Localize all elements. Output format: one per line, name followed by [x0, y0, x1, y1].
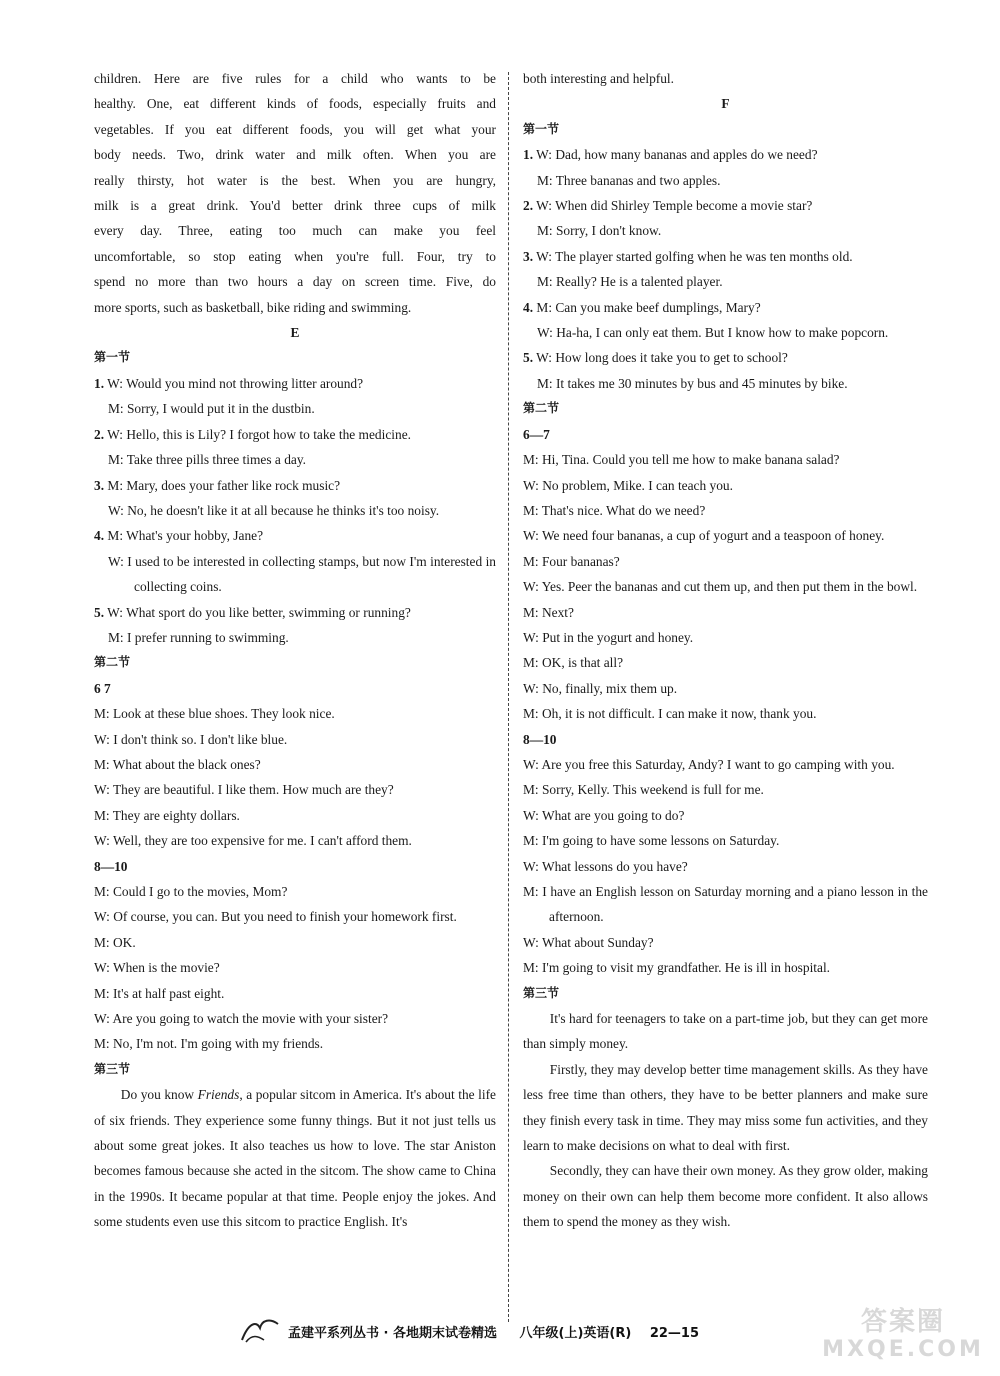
- speaker-line: W: Would you mind not throwing litter around?: [107, 375, 364, 391]
- dialogue-line: W: Yes. Peer the bananas and cut them up, and then put them in the bowl.: [523, 579, 918, 595]
- question-line: [523, 142, 928, 167]
- passage-paragraph: Firstly, they may develop better time management skills. As they have less free time than others, they have to be better planners and make sure they finish every task in time. They may miss some fun activities, and they learn to make decisions on what to deal with first.: [523, 1061, 928, 1154]
- dialogue-line: W: Put in the yogurt and honey.: [523, 629, 694, 645]
- answer-line: M: It takes me 30 minutes by bus and 45 minutes by bike.: [537, 375, 848, 391]
- watermark: [818, 1308, 988, 1364]
- question-item: [94, 371, 496, 422]
- passage-paragraph: It's hard for teenagers to take on a part-time job, but they can get more than simply money.: [523, 1011, 928, 1052]
- question-item: [94, 600, 496, 651]
- dialogue-label: 6 7: [94, 680, 111, 696]
- dialogue-line: M: Four bananas?: [523, 553, 620, 569]
- dialogue-line: W: No problem, Mike. I can teach you.: [523, 477, 733, 493]
- dialogue-line: M: Oh, it is not difficult. I can make it now, thank you.: [523, 706, 817, 722]
- question-number: 2.: [94, 426, 105, 442]
- dialogue-line: W: Of course, you can. But you need to finish your homework first.: [94, 909, 457, 925]
- question-line: [94, 473, 496, 498]
- text-line: more sports, such as basketball, bike riding and swimming.: [94, 299, 412, 315]
- text-line: every day. Three, eating too much can make you feel: [94, 223, 496, 239]
- dialogue-line: M: I'm going to have some lessons on Saturday.: [523, 833, 780, 849]
- dialogue: [523, 752, 928, 981]
- question-number: 5.: [94, 604, 105, 620]
- dialogue-line: M: It's at half past eight.: [94, 985, 225, 1001]
- answer-line: M: Sorry, I would put it in the dustbin.: [108, 401, 315, 417]
- page-footer: [242, 1322, 703, 1346]
- dialogue-line: W: What are you going to do?: [523, 807, 685, 823]
- dialogue-line: W: We need four bananas, a cup of yogurt and a teaspoon of honey.: [523, 528, 885, 544]
- part-label: 第三节: [523, 985, 560, 1000]
- question-item: [94, 422, 496, 473]
- question-number: 4.: [523, 299, 534, 315]
- dialogue-line: M: Could I go to the movies, Mom?: [94, 884, 288, 899]
- dialogue: [523, 447, 928, 726]
- question-number: 1.: [94, 375, 105, 391]
- question-number: 3.: [94, 477, 105, 493]
- continued-text: both interesting and helpful.: [523, 71, 674, 86]
- right-column: [523, 66, 928, 1235]
- dialogue-line: W: What lessons do you have?: [523, 858, 688, 874]
- question-item: [523, 295, 928, 346]
- question-line: [94, 600, 496, 625]
- speaker-line: W: Hello, this is Lily? I forgot how to take the medicine.: [107, 426, 411, 442]
- speaker-line: W: Dad, how many bananas and apples do we need?: [536, 147, 818, 163]
- dialogue-line: M: Look at these blue shoes. They look nice.: [94, 706, 335, 722]
- section-heading-f: F: [721, 96, 730, 112]
- dialogue-line: M: I'm going to visit my grandfather. He is ill in hospital.: [523, 960, 831, 976]
- question-item: [523, 345, 928, 396]
- dialogue: [94, 879, 496, 1057]
- speaker-line: W: When did Shirley Temple become a movie star?: [536, 198, 813, 214]
- text-line: vegetables. If you eat different foods, you will get what your: [94, 121, 496, 137]
- part-label: 第三节: [94, 1061, 131, 1076]
- speaker-line: W: What sport do you like better, swimming or running?: [107, 604, 411, 620]
- left-column: [94, 66, 496, 1235]
- question-line: [523, 295, 928, 320]
- text-line: spend no more than two hours a day on screen time. Five, do: [94, 274, 496, 290]
- question-item: [523, 193, 928, 244]
- watermark-top: 答案圈: [860, 1307, 945, 1337]
- question-line: [94, 371, 496, 396]
- question-number: 4.: [94, 528, 105, 544]
- dialogue-line: W: Well, they are too expensive for me. I can't afford them.: [94, 833, 412, 849]
- part-label: 第一节: [523, 121, 560, 136]
- dialogue-line: M: That's nice. What do we need?: [523, 502, 706, 518]
- page-number: 22—15: [649, 1326, 700, 1341]
- answer-line: M: Take three pills three times a day.: [108, 452, 307, 468]
- text-line: uncomfortable, so stop eating when you're full. Four, try to: [94, 248, 496, 264]
- dialogue-line: W: When is the movie?: [94, 960, 220, 976]
- question-number: 5.: [523, 350, 534, 366]
- dialogue-line: W: They are beautiful. I like them. How much are they?: [94, 782, 394, 798]
- question-number: 1.: [523, 147, 534, 163]
- answer-line: M: Sorry, I don't know.: [537, 223, 662, 239]
- text-line: really thirsty, hot water is the best. When you are hungry,: [94, 172, 496, 188]
- dialogue-line: W: Are you free this Saturday, Andy? I want to go camping with you.: [523, 756, 895, 772]
- text-line: body needs. Two, drink water and milk often. When you are: [94, 147, 496, 163]
- dialogue-line: M: OK, is that all?: [523, 655, 624, 671]
- answer-line: W: I used to be interested in collecting stamps, but now I'm interested in collecting coins.: [108, 553, 496, 595]
- question-item: [94, 473, 496, 524]
- dialogue-label: 6—7: [523, 426, 550, 442]
- question-line: [523, 244, 928, 269]
- speaker-line: M: Mary, does your father like rock music?: [107, 477, 341, 493]
- dialogue-line: M: No, I'm not. I'm going with my friends.: [94, 1036, 324, 1052]
- text-line: children. Here are five rules for a child who wants to be: [94, 71, 496, 86]
- dialogue-line: W: No, finally, mix them up.: [523, 680, 678, 696]
- section-heading-e: E: [290, 325, 300, 341]
- sitcom-title: Friends: [197, 1087, 240, 1103]
- answer-line: M: Three bananas and two apples.: [537, 172, 721, 188]
- dialogue-line: M: OK.: [94, 934, 136, 950]
- speaker-line: W: How long does it take you to get to school?: [536, 350, 788, 366]
- grade-subject: 八年级(上)英语(R): [519, 1326, 632, 1341]
- question-line: [94, 523, 496, 548]
- question-item: [523, 142, 928, 193]
- dialogue-line: M: Sorry, Kelly. This weekend is full for me.: [523, 782, 764, 798]
- dialogue-line: M: What about the black ones?: [94, 756, 261, 772]
- answer-line: W: No, he doesn't like it at all because he thinks it's too noisy.: [108, 502, 440, 518]
- speaker-line: M: Can you make beef dumplings, Mary?: [536, 299, 761, 315]
- part-label: 第二节: [94, 655, 131, 670]
- intro-passage: [94, 66, 496, 320]
- dialogue: [94, 701, 496, 853]
- question-item: [523, 244, 928, 295]
- passage-paragraph: Secondly, they can have their own money. As they grow older, making money on their own can help them become more confident. It also allows them to spend the money as they wish.: [523, 1163, 928, 1230]
- question-line: [523, 345, 928, 370]
- column-divider: [508, 72, 509, 1322]
- dialogue-line: M: I have an English lesson on Saturday morning and a piano lesson in the afternoon.: [523, 884, 928, 925]
- dialogue-label: 8—10: [523, 731, 557, 747]
- speaker-line: M: What's your hobby, Jane?: [107, 528, 264, 544]
- dialogue-line: M: Hi, Tina. Could you tell me how to make banana salad?: [523, 452, 840, 468]
- question-number: 2.: [523, 198, 534, 214]
- dialogue-line: W: I don't think so. I don't like blue.: [94, 731, 288, 747]
- answer-line: W: Ha-ha, I can only eat them. But I know how to make popcorn.: [537, 325, 889, 341]
- text-line: healthy. One, eat different kinds of foods, especially fruits and: [94, 96, 496, 112]
- dialogue-line: W: What about Sunday?: [523, 934, 654, 950]
- watermark-bottom: MXQE.COM: [822, 1337, 984, 1362]
- speaker-line: W: The player started golfing when he was ten months old.: [536, 248, 853, 264]
- part-label: 第一节: [94, 350, 131, 365]
- question-item: [94, 523, 496, 599]
- answer-line: M: I prefer running to swimming.: [108, 629, 289, 645]
- dialogue-line: W: Are you going to watch the movie with your sister?: [94, 1011, 389, 1027]
- series-title: 孟建平系列丛书 · 各地期末试卷精选: [288, 1326, 497, 1341]
- answer-line: M: Really? He is a talented player.: [537, 274, 723, 290]
- dialogue-line: M: They are eighty dollars.: [94, 807, 240, 823]
- passage-paragraph: Do you know Friends, a popular sitcom in America. It's about the life of six friends. They experience some funny things. But it not just tells us about some great jokes. It also teaches us how to love. The star Aniston becomes famous because she acted in the sitcom. The show came to China in the 1990s. It became popular at that time. People enjoy the jokes. And some students even use this sitcom to practice English. It's: [94, 1087, 496, 1230]
- question-line: [94, 422, 496, 447]
- question-number: 3.: [523, 248, 534, 264]
- text-line: milk is a great drink. You'd better drink three cups of milk: [94, 198, 496, 214]
- dialogue-label: 8—10: [94, 858, 128, 874]
- part-label: 第二节: [523, 401, 560, 416]
- dialogue-line: M: Next?: [523, 604, 574, 620]
- question-line: [523, 193, 928, 218]
